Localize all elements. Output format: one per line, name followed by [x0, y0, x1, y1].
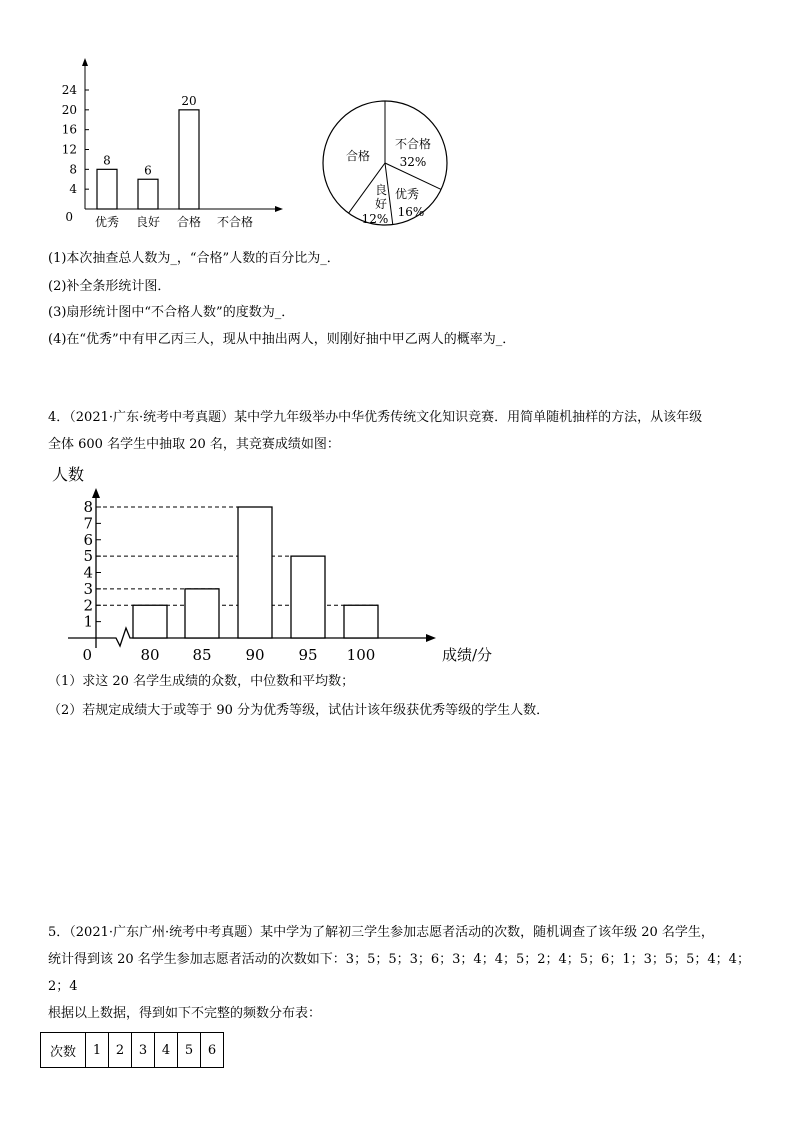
- y-tick-label: 4: [69, 182, 77, 197]
- y-tick-label: 6: [83, 530, 93, 549]
- question-3-4: (4)在“优秀”中有甲乙丙三人，现从中抽出两人，则刚好抽中甲乙两人的概率为_．: [48, 332, 516, 347]
- y-tick-label: 4: [83, 563, 93, 582]
- y-tick-label: 8: [83, 498, 93, 516]
- x-category-label: 80: [140, 646, 160, 664]
- origin-label: 0: [82, 646, 92, 664]
- question-3-3: (3)扇形统计图中“不合格人数”的度数为_．: [48, 305, 295, 320]
- pie-slice-label: 合格: [345, 149, 371, 163]
- y-axis-arrow: [92, 488, 100, 498]
- x-axis-label: 成绩/分: [442, 646, 493, 664]
- y-tick-label: 24: [61, 83, 77, 97]
- x-category-label: 不合格: [216, 215, 254, 229]
- bar: [344, 605, 378, 638]
- question-4-1: （1）求这 20 名学生成绩的众数，中位数和平均数；: [48, 674, 355, 689]
- bar: [291, 556, 325, 638]
- y-axis-label: 人数: [52, 465, 85, 484]
- pie-slice-percent: 16%: [397, 205, 425, 219]
- y-tick-label: 3: [83, 579, 93, 598]
- y-tick-label: 5: [83, 547, 93, 566]
- pie-slice-label: 优秀: [394, 187, 420, 201]
- score-bar-chart: [40, 462, 493, 672]
- bar: [97, 169, 117, 209]
- problem-5-stem-line-2: 统计得到该 20 名学生参加志愿者活动的次数如下：3；5；5；3；6；3；4；4；5；2；4；5；6；1；3；5；5；4；4；: [48, 952, 750, 967]
- y-tick-label: 20: [61, 102, 77, 117]
- question-3-1: (1)本次抽查总人数为_，“合格”人数的百分比为_．: [48, 251, 340, 266]
- pie-slice-percent: 12%: [361, 212, 389, 226]
- y-tick-label: 7: [83, 514, 93, 533]
- pie-slice-percent: 32%: [399, 155, 427, 169]
- origin-label: 0: [65, 210, 73, 224]
- y-tick-label: 1: [83, 612, 93, 631]
- grade-bar-chart: [55, 50, 300, 235]
- bar: [138, 179, 158, 209]
- x-category-label: 90: [245, 646, 265, 664]
- x-category-label: 85: [192, 646, 212, 664]
- x-axis-arrow: [426, 634, 436, 642]
- pie-slice-label: 良: [374, 183, 388, 197]
- x-category-label: 95: [298, 646, 318, 664]
- y-tick-label: 12: [61, 142, 77, 157]
- question-4-2: （2）若规定成绩大于或等于 90 分为优秀等级，试估计该年级获优秀等级的学生人数．: [48, 703, 550, 718]
- y-tick-label: 16: [61, 122, 77, 137]
- problem-4-stem-line-2: 全体 600 名学生中抽取 20 名，其竞赛成绩如图：: [48, 437, 340, 452]
- grade-pie-chart: [315, 100, 455, 240]
- bar: [238, 507, 272, 638]
- x-axis-arrow: [275, 206, 283, 212]
- bar: [185, 589, 219, 638]
- problem-5-stem-line-3: 2；4: [48, 979, 78, 994]
- y-tick-label: 8: [69, 162, 77, 177]
- y-axis-arrow: [82, 58, 88, 66]
- x-category-label: 优秀: [94, 215, 120, 229]
- bar-data-label: 20: [181, 93, 197, 108]
- table-header-cell: 6: [201, 1033, 224, 1068]
- table-header-cell: 4: [155, 1033, 178, 1068]
- bar: [179, 110, 199, 209]
- table-header-cell: 3: [132, 1033, 155, 1068]
- problem-4-stem-line-1: 4．（2021·广东·统考中考真题）某中学九年级举办中华优秀传统文化知识竞赛．用简单随机抽样的方法，从该年级: [48, 410, 703, 425]
- x-category-label: 良好: [135, 215, 161, 229]
- y-tick-label: 2: [83, 596, 93, 615]
- bar-data-label: 6: [144, 163, 152, 178]
- bar-data-label: 8: [103, 153, 111, 168]
- table-row: [41, 1033, 224, 1068]
- table-header-cell: 5: [178, 1033, 201, 1068]
- pie-slice-label: 好: [374, 197, 388, 211]
- bar: [133, 605, 167, 638]
- question-3-2: (2)补全条形统计图．: [48, 279, 171, 294]
- problem-5-stem-line-4: 根据以上数据，得到如下不完整的频数分布表：: [48, 1006, 322, 1021]
- problem-5-stem-line-1: 5．（2021·广东广州·统考中考真题）某中学为了解初三学生参加志愿者活动的次数，随机调查了该年级 20 名学生，: [48, 925, 714, 940]
- x-category-label: 100: [346, 646, 376, 664]
- table-header-cell: 次数: [41, 1033, 86, 1068]
- x-category-label: 合格: [176, 215, 202, 229]
- table-header-cell: 2: [109, 1033, 132, 1068]
- table-header-cell: 1: [86, 1033, 109, 1068]
- pie-slice-label: 不合格: [394, 137, 432, 151]
- frequency-table: [40, 1032, 224, 1068]
